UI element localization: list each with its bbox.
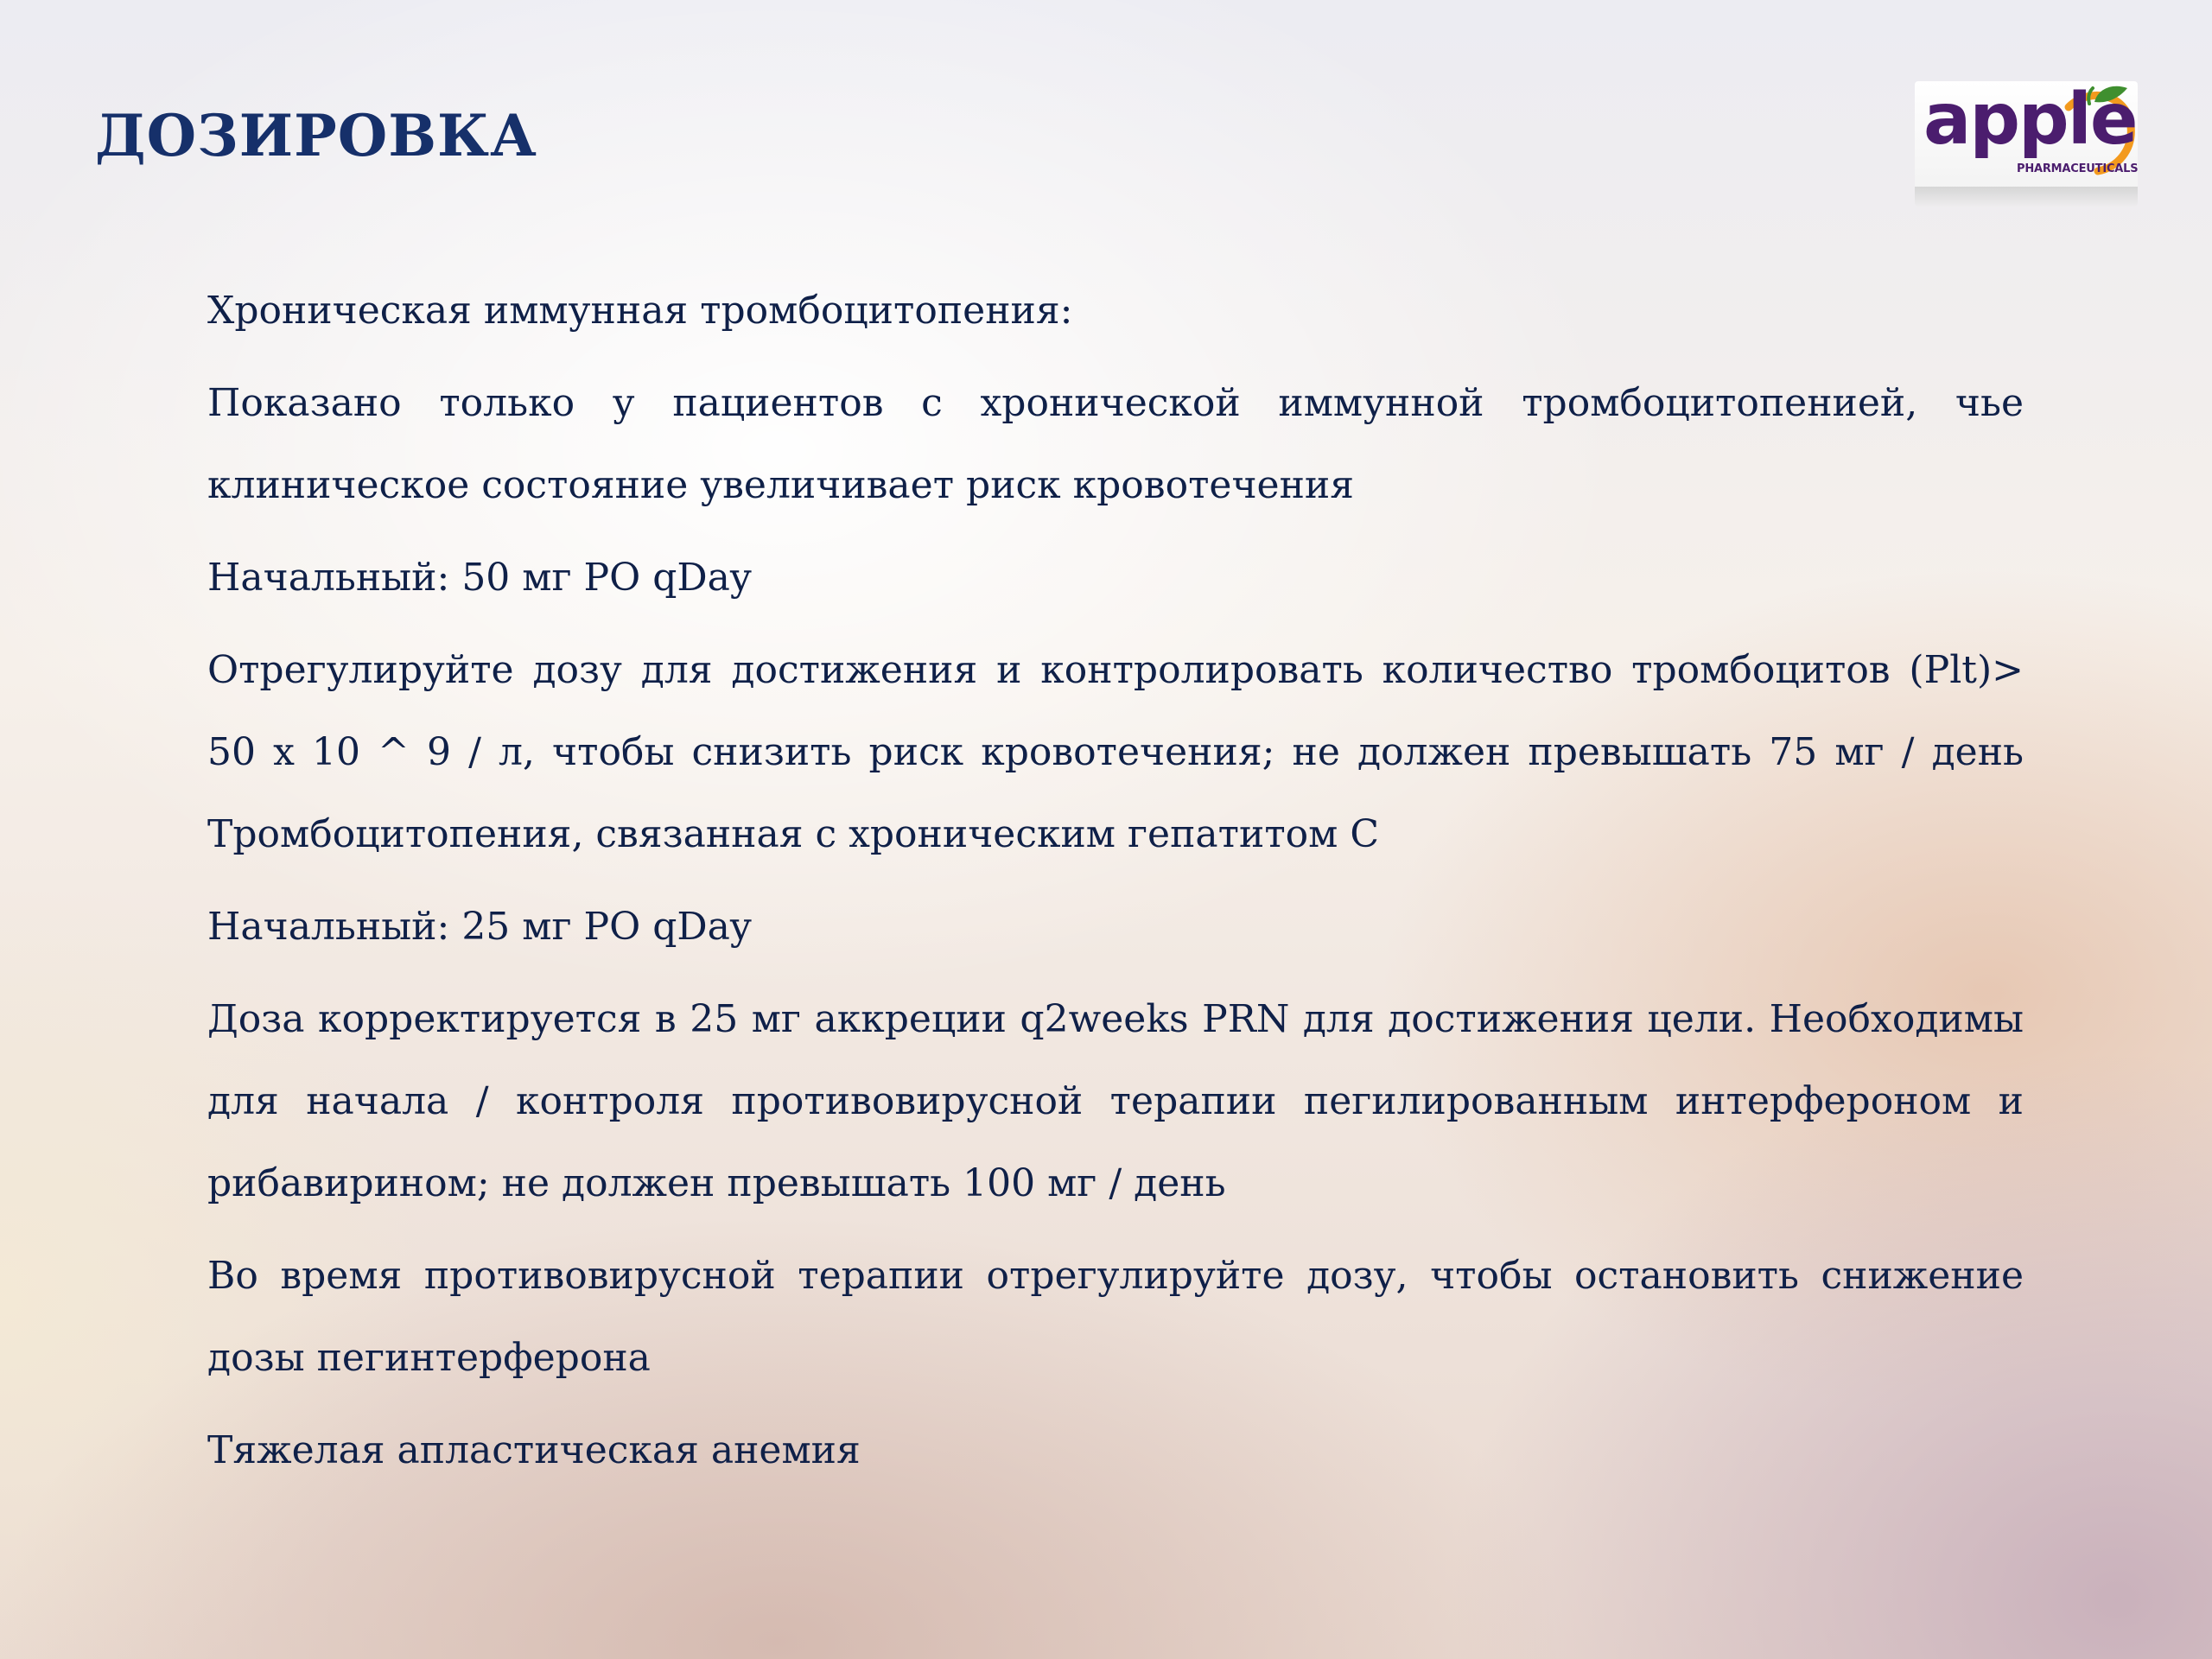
paragraph-antiviral-therapy: Во время противовирусной терапии отрегулируйте дозу, чтобы остановить снижение дозы пегинтерферона — [207, 1254, 2024, 1380]
logo-subtitle: PHARMACEUTICALS — [2017, 162, 2139, 175]
logo-shadow — [1915, 187, 2138, 207]
apple-pharmaceuticals-logo — [1915, 81, 2139, 209]
paragraph-dose-adjustment-itp: Отрегулируйте дозу для достижения и контролировать количество тромбоцитов (Plt)> 50 x 10 ^ 9 / л, чтобы снизить риск кровотечения; не должен превышать 75 мг / день Тромбоцитопения, связанная с хроническим гепатитом C — [207, 648, 2024, 856]
paragraph-dose-adjustment-hepatitis: Доза корректируется в 25 мг аккреции q2weeks PRN для достижения цели. Необходимы для начала / контроля противовирусной терапии пегилированным интерфероном и рибавирином; не должен превышать 100 мг / день — [207, 997, 2024, 1205]
dosage-content — [207, 270, 2024, 1502]
paragraph-aplastic-anemia-heading: Тяжелая апластическая анемия — [207, 1428, 861, 1472]
paragraph-initial-dose-hepatitis: Начальный: 25 мг PO qDay — [207, 905, 752, 949]
paragraph-initial-dose-itp: Начальный: 50 мг PO qDay — [207, 556, 752, 600]
paragraph-indication: Показано только у пациентов с хронической иммунной тромбоцитопенией, чье клиническое состояние увеличивает риск кровотечения — [207, 381, 2024, 507]
slide-title: ДОЗИРОВКА — [95, 102, 537, 169]
logo-wordmark: apple — [1923, 79, 2137, 161]
paragraph-chronic-itp-heading: Хроническая иммунная тромбоцитопения: — [207, 289, 1073, 333]
